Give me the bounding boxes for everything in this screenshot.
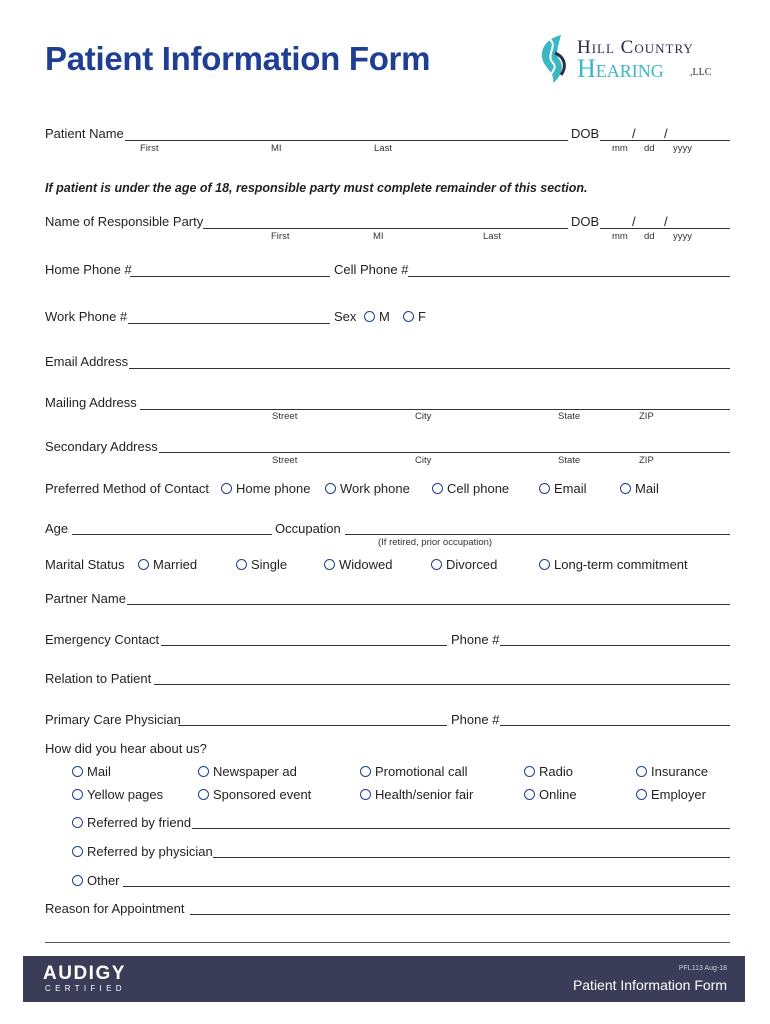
physician-phone-label: Phone # <box>451 712 500 727</box>
occupation-field[interactable] <box>345 534 730 535</box>
physician-label: Primary Care Physician <box>45 712 181 727</box>
hear-health-fair-label: Health/senior fair <box>375 787 474 802</box>
logo-line2: Hearing <box>577 54 664 83</box>
cell-phone-field[interactable] <box>408 276 730 277</box>
hear-other-field[interactable] <box>123 886 730 887</box>
contact-work-phone-radio[interactable] <box>325 483 336 494</box>
hear-insurance-label: Insurance <box>651 764 709 779</box>
sex-m-label: M <box>379 309 390 324</box>
marital-widowed-radio[interactable] <box>324 559 335 570</box>
hear-friend-label: Referred by friend <box>87 815 192 830</box>
hear-promotional-call-label: Promotional call <box>375 764 468 779</box>
cell-phone-label: Cell Phone # <box>334 262 409 277</box>
contact-cell-phone-label: Cell phone <box>447 481 510 496</box>
age-label: Age <box>45 521 69 536</box>
hear-friend-radio[interactable] <box>72 817 83 828</box>
contact-work-phone-label: Work phone <box>340 481 410 496</box>
marital-divorced-label: Divorced <box>446 557 498 572</box>
hear-online-radio[interactable] <box>524 789 535 800</box>
emergency-contact-label: Emergency Contact <box>45 632 160 647</box>
mailing-state-caption: State <box>558 411 581 422</box>
emergency-phone-label: Phone # <box>451 632 500 647</box>
secondary-address-field[interactable] <box>159 452 730 453</box>
hear-friend-field[interactable] <box>192 828 730 829</box>
patient-first-caption: First <box>140 143 159 154</box>
secondary-address-label: Secondary Address <box>45 439 158 454</box>
sex-m-radio[interactable] <box>364 311 375 322</box>
responsible-mi-caption: MI <box>373 231 384 242</box>
hear-mail-radio[interactable] <box>72 766 83 777</box>
contact-mail-label: Mail <box>635 481 659 496</box>
relation-field[interactable] <box>154 684 730 685</box>
mailing-city-caption: City <box>415 411 432 422</box>
footer-form-name: Patient Information Form <box>572 977 727 993</box>
sex-f-radio[interactable] <box>403 311 414 322</box>
footer-bar <box>23 956 745 1002</box>
audigy-certified: CERTIFIED <box>45 984 126 993</box>
contact-method-label: Preferred Method of Contact <box>45 481 210 496</box>
secondary-state-caption: State <box>558 455 581 466</box>
dob-mm-caption: mm <box>612 143 628 154</box>
hear-health-fair-radio[interactable] <box>360 789 371 800</box>
hear-online-label: Online <box>539 787 577 802</box>
reason-label: Reason for Appointment <box>45 901 185 916</box>
hear-yellow-pages-label: Yellow pages <box>87 787 164 802</box>
marital-single-label: Single <box>251 557 288 572</box>
hear-sponsored-event-label: Sponsored event <box>213 787 312 802</box>
audigy-brand: AUDIGY <box>43 963 126 984</box>
secondary-street-caption: Street <box>272 455 298 466</box>
home-phone-label: Home Phone # <box>45 262 132 277</box>
mailing-zip-caption: ZIP <box>639 411 654 422</box>
patient-mi-caption: MI <box>271 143 282 154</box>
dob-yyyy-caption: yyyy <box>673 231 692 242</box>
dob-mm-caption: mm <box>612 231 628 242</box>
partner-name-field[interactable] <box>127 604 730 605</box>
email-label: Email Address <box>45 354 129 369</box>
marital-married-label: Married <box>153 557 198 572</box>
hear-yellow-pages-radio[interactable] <box>72 789 83 800</box>
hear-other-label: Other <box>87 873 120 888</box>
marital-divorced-radio[interactable] <box>431 559 442 570</box>
occupation-label: Occupation <box>275 521 341 536</box>
contact-home-phone-radio[interactable] <box>221 483 232 494</box>
minor-note: If patient is under the age of 18, responsible party must complete remainder of this section. <box>45 181 588 195</box>
dob-dd-caption: dd <box>644 231 655 242</box>
responsible-first-caption: First <box>271 231 290 242</box>
marital-single-radio[interactable] <box>236 559 247 570</box>
hear-mail-label: Mail <box>87 764 111 779</box>
patient-dob-label: DOB <box>571 126 600 141</box>
contact-email-label: Email <box>554 481 587 496</box>
hear-radio-label: Radio <box>539 764 573 779</box>
hear-insurance-radio[interactable] <box>636 766 647 777</box>
responsible-party-field[interactable] <box>203 228 568 229</box>
marital-widowed-label: Widowed <box>339 557 393 572</box>
patient-last-caption: Last <box>374 143 392 154</box>
physician-field[interactable] <box>178 725 447 726</box>
hear-newspaper-label: Newspaper ad <box>213 764 297 779</box>
mailing-address-field[interactable] <box>140 409 730 410</box>
hear-newspaper-radio[interactable] <box>198 766 209 777</box>
logo-suffix: ,LLC <box>690 67 712 78</box>
hear-physician-radio[interactable] <box>72 846 83 857</box>
patient-name-field[interactable] <box>125 140 568 141</box>
sex-label: Sex <box>334 309 357 324</box>
hear-employer-label: Employer <box>651 787 706 802</box>
home-phone-field[interactable] <box>130 276 330 277</box>
relation-label: Relation to Patient <box>45 671 152 686</box>
contact-email-radio[interactable] <box>539 483 550 494</box>
emergency-contact-field[interactable] <box>161 645 447 646</box>
reason-field-line2[interactable] <box>45 942 730 943</box>
work-phone-label: Work Phone # <box>45 309 128 324</box>
hear-promotional-call-radio[interactable] <box>360 766 371 777</box>
dob-slash: / <box>664 214 668 229</box>
partner-name-label: Partner Name <box>45 591 126 606</box>
secondary-city-caption: City <box>415 455 432 466</box>
hear-employer-radio[interactable] <box>636 789 647 800</box>
physician-phone-field[interactable] <box>500 725 730 726</box>
dob-yyyy-caption: yyyy <box>673 143 692 154</box>
mailing-address-label: Mailing Address <box>45 395 137 410</box>
logo-line1: Hill Country <box>577 37 694 58</box>
age-field[interactable] <box>72 534 272 535</box>
responsible-dob-label: DOB <box>571 214 600 229</box>
patient-name-label: Patient Name <box>45 126 124 141</box>
dob-dd-caption: dd <box>644 143 655 154</box>
reason-field-line1[interactable] <box>190 914 730 915</box>
dob-slash: / <box>664 126 668 141</box>
logo-mark-icon <box>535 33 571 85</box>
page-title: Patient Information Form <box>45 40 431 77</box>
dob-slash: / <box>632 126 636 141</box>
hear-sponsored-event-radio[interactable] <box>198 789 209 800</box>
contact-mail-radio[interactable] <box>620 483 631 494</box>
work-phone-field[interactable] <box>128 323 330 324</box>
form-code: PFL113 Aug-18 <box>678 965 727 972</box>
dob-slash: / <box>632 214 636 229</box>
mailing-street-caption: Street <box>272 411 298 422</box>
occupation-note: (If retired, prior occupation) <box>378 537 493 548</box>
secondary-zip-caption: ZIP <box>639 455 654 466</box>
email-field[interactable] <box>129 368 730 369</box>
emergency-phone-field[interactable] <box>500 645 730 646</box>
contact-cell-phone-radio[interactable] <box>432 483 443 494</box>
hear-other-radio[interactable] <box>72 875 83 886</box>
responsible-last-caption: Last <box>483 231 501 242</box>
marital-long-term-radio[interactable] <box>539 559 550 570</box>
hear-question: How did you hear about us? <box>45 741 207 756</box>
marital-long-term-label: Long-term commitment <box>554 557 688 572</box>
marital-married-radio[interactable] <box>138 559 149 570</box>
responsible-party-label: Name of Responsible Party <box>45 214 204 229</box>
sex-f-label: F <box>418 309 426 324</box>
hear-radio-radio[interactable] <box>524 766 535 777</box>
marital-status-label: Marital Status <box>45 557 125 572</box>
hear-physician-field[interactable] <box>213 857 730 858</box>
hear-physician-label: Referred by physician <box>87 844 213 859</box>
contact-home-phone-label: Home phone <box>236 481 311 496</box>
company-logo <box>535 33 725 88</box>
